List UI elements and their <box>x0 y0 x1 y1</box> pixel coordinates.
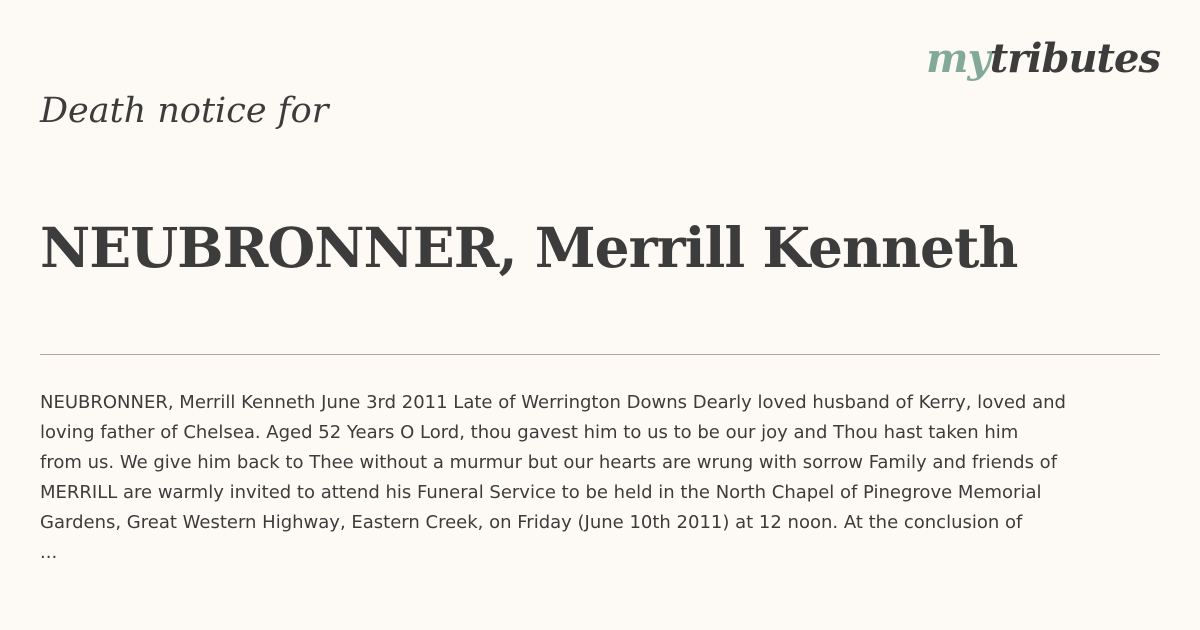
divider <box>40 354 1160 355</box>
notice-line: from us. We give him back to Thee without a murmur but our hearts are wrung with sorrow Family and friends of <box>40 452 1058 473</box>
death-notice-label: Death notice for <box>40 91 329 131</box>
logo-tributes-text: tributes <box>989 35 1160 82</box>
mytributes-logo[interactable] <box>926 34 1160 84</box>
notice-line: NEUBRONNER, Merrill Kenneth June 3rd 2011 Late of Werrington Downs Dearly loved husband of Kerry, loved and <box>40 392 1066 413</box>
notice-line: Gardens, Great Western Highway, Eastern Creek, on Friday (June 10th 2011) at 12 noon. At the conclusion of <box>40 512 1023 533</box>
deceased-name-heading: NEUBRONNER, Merrill Kenneth <box>40 215 1018 280</box>
logo-my-text: my <box>926 35 990 82</box>
notice-body <box>40 388 1160 568</box>
notice-ellipsis: ... <box>40 542 58 563</box>
notice-line: loving father of Chelsea. Aged 52 Years O Lord, thou gavest him to us to be our joy and Thou hast taken him <box>40 422 1019 443</box>
notice-line: MERRILL are warmly invited to attend his Funeral Service to be held in the North Chapel of Pinegrove Memorial <box>40 482 1042 503</box>
